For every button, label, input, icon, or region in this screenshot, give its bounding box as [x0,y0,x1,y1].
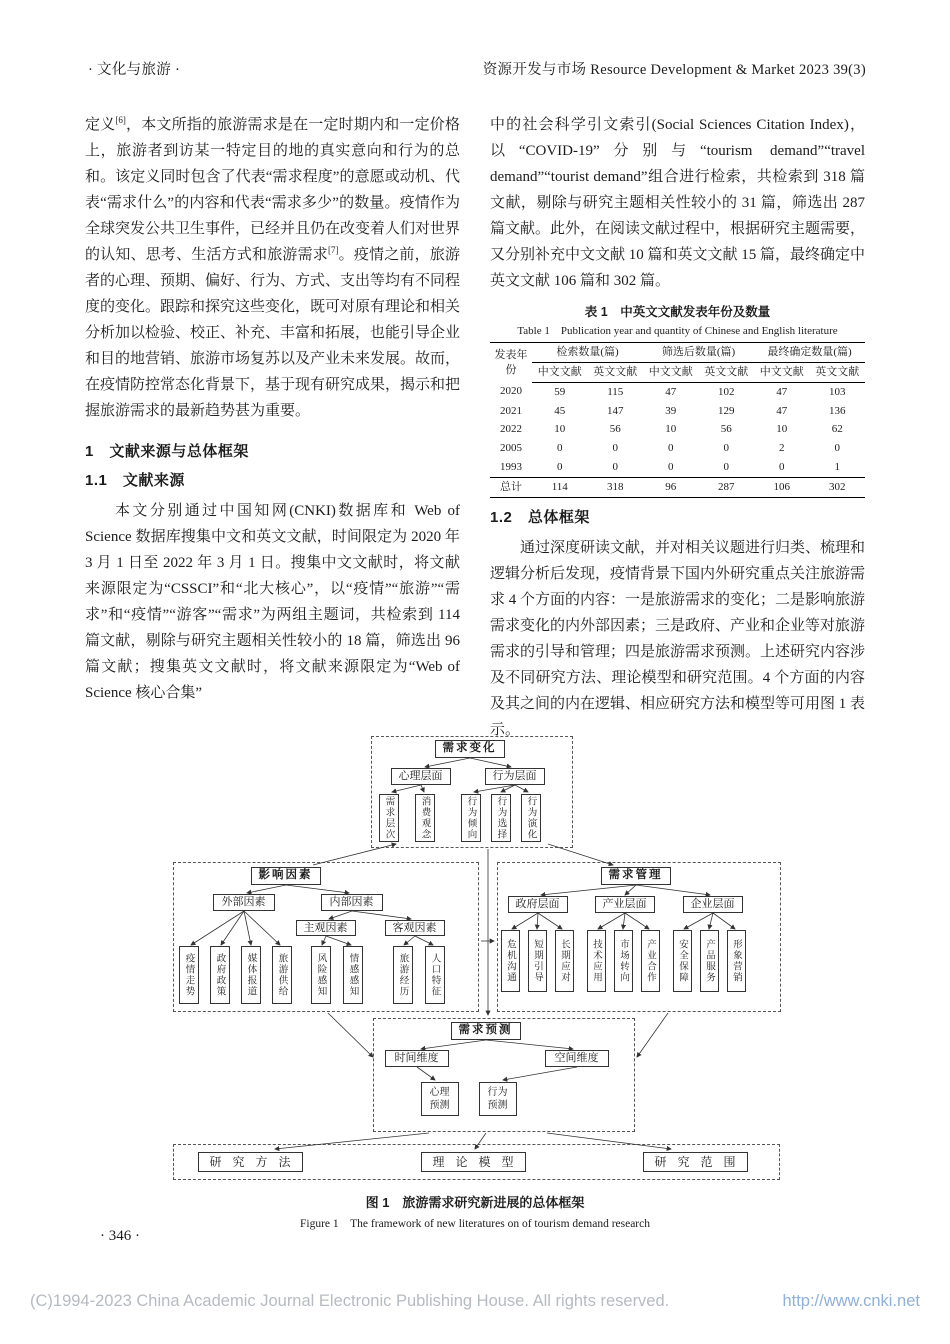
subheader-cn: 中文文献 [643,362,699,382]
table-row [490,458,865,477]
cell-value: 10 [665,423,677,436]
box-research-scope: 研究范围 [643,1152,748,1172]
column-group-final: 最终确定数量(篇) [754,343,865,363]
literature-table [490,342,865,498]
box-enterprise-level: 企业层面 [683,896,743,913]
demand-change-item: 行为倾向 [461,794,481,842]
cell-value: 302 [810,477,866,497]
cell-value: 56 [720,423,732,436]
cell-year: 2020 [500,385,522,398]
cell-value: 114 [532,477,588,497]
factor-item: 情感感知 [343,946,363,1004]
column-header-year: 发表年份 [494,348,528,376]
right-column [490,112,865,743]
box-theoretical-models: 理论模型 [421,1152,526,1172]
figure-caption-zh: 图 1 旅游需求研究新进展的总体框架 [365,1195,585,1210]
cell-year: 1993 [500,461,522,474]
table-total-row [490,477,865,497]
subheader-cn: 中文文献 [532,362,588,382]
demand-change-item: 消费观念 [415,794,435,842]
management-item: 危机沟通 [501,930,520,992]
header-section-label: · 文化与旅游 · [88,62,181,78]
text-run: 。疫情之前，旅游者的心理、预期、偏好、行为、方式、支出等均有不同程度的变化。跟踪和探究这些变化，既可对原有理论和相关分析加以检验、校正、补充、丰富和拓展，也能引导企业和目的地营销、旅游市场复苏以及产业未来发展。故而，在疫情防控常态化背景下，基于现有研究成果，揭示和把握旅游需求的最新趋势甚为重要。 [85,247,461,419]
cell-value: 106 [754,477,810,497]
cell-value: 0 [723,442,729,455]
management-item: 形象营销 [727,930,746,992]
paragraph-ssci: 中的社会科学引文索引(Social Sciences Citation Index)，以“COVID-19”分别与“tourism demand”“travel demand”“tourist demand”组合进行检索，共检索到 318 篇文献，剔除与研究主题相关性较小的 31 篇，筛选出 287 篇文献。此外，在阅读文献过程中，根据研究主题需要，又分别补充中文文献 10 篇和英文文献 15 篇，最终确定中英文文献 106 篇和 302 篇。 [490,117,866,289]
box-behavior-forecast: 行为预测 [479,1082,517,1116]
cell-value: 47 [665,385,677,398]
factor-item: 旅游供给 [272,946,292,1004]
box-demand-forecast: 需求预测 [451,1022,521,1040]
left-column [85,112,460,743]
demand-change-item: 需求层次 [379,794,399,842]
cell-value: 2 [779,442,785,455]
management-item: 产品服务 [700,930,719,992]
cell-value: 45 [554,404,566,417]
factor-item: 媒体报道 [241,946,261,1004]
cell-value: 102 [718,385,735,398]
cell-value: 0 [668,461,674,474]
box-internal-factors: 内部因素 [321,894,383,911]
subsection-heading-1-1: 1.1 文献来源 [85,472,185,489]
box-industry-level: 产业层面 [595,896,655,913]
table-caption-en: Table 1 Publication year and quantity of Chinese and English literature [517,325,838,337]
page-number: · 346 · [100,1228,140,1244]
paragraph-definition [85,112,460,424]
factor-item: 政府政策 [210,946,230,1004]
figure-caption-en: Figure 1 The framework of new literatures on of tourism demand research [300,1218,650,1230]
table-row [490,402,865,421]
box-objective-factors: 客观因素 [385,920,445,936]
box-government-level: 政府层面 [508,896,568,913]
page-header [88,58,866,79]
subsection-heading-1-2: 1.2 总体框架 [490,508,590,526]
cell-value: 96 [643,477,699,497]
box-space-dimension: 空间维度 [545,1050,609,1067]
paragraph-framework: 通过深度研读文献，并对相关议题进行归类、梳理和逻辑分析后发现，疫情背景下国内外研究重点关注旅游需求 4 个方面的内容：一是旅游需求的变化；二是影响旅游需求变化的内外部因素；三是政府、产业和企业等对旅游需求的引导和管理；四是旅游需求预测。上述研究内容涉及不同研究方法、理论模型和研究范围。4 个方面的内容及其之间的内在逻辑、相应研究方法和模型等可用图 1 表示。 [490,539,866,738]
box-behavior-level: 行为层面 [485,768,545,785]
cell-value: 0 [612,461,618,474]
factor-item: 旅游经历 [393,946,413,1004]
table-row [490,439,865,458]
factor-item: 风险感知 [311,946,331,1004]
subheader-cn: 中文文献 [754,362,810,382]
table-caption-zh: 表 1 中英文文献发表年份及数量 [584,305,771,319]
cell-value: 0 [668,442,674,455]
cell-year: 总计 [490,477,532,497]
cell-year: 2021 [500,404,522,417]
cell-value: 318 [588,477,644,497]
framework-diagram [163,736,788,1184]
cell-year: 2005 [500,442,522,455]
header-journal-label: 资源开发与市场 Resource Development & Market 2023 39(3) [482,62,866,78]
factor-item: 疫情走势 [179,946,199,1004]
citation-ref-7: [7] [327,245,339,255]
cell-value: 47 [776,385,788,398]
box-demand-management: 需求管理 [601,867,671,885]
box-external-factors: 外部因素 [213,894,275,911]
cell-year: 2022 [500,423,522,436]
box-psych-level: 心理层面 [391,768,451,785]
box-time-dimension: 时间维度 [385,1050,449,1067]
cell-value: 115 [607,385,624,398]
subheader-en: 英文文献 [810,362,866,382]
cell-value: 0 [557,461,563,474]
cell-value: 0 [779,461,785,474]
cell-value: 0 [612,442,618,455]
text-run: ，本文所指的旅游需求是在一定时期内和一定价格上，旅游者到访某一特定目的地的真实意向和行为的总和。该定义同时包含了代表“需求程度”的意愿或动机、代表“需求什么”的内容和代表“需求多少”的数量。疫情作为全球突发公共卫生事件，已经并且仍在改变着人们对世界的认知、思考、生活方式和旅游需求 [85,117,461,263]
box-psych-forecast: 心理预测 [421,1082,459,1116]
subheader-en: 英文文献 [699,362,755,382]
cell-value: 47 [776,404,788,417]
paragraph-sources: 本文分别通过中国知网(CNKI)数据库和 Web of Science 数据库搜集中文和英文文献，时间限定为 2020 年 3 月 1 日至 2022 年 3 月 1 日。搜集中文文献时，将文献来源限定为“CSSCI”和“北大核心”，以“疫情”“旅游”“需求”和“疫情”“游客”“需求”为两组主题词，共检索到 114 篇文献，剔除与研究主题相关性较小的 18 篇，筛选出 96 篇文献；搜集英文文献时，将文献来源限定为“Web of Science 核心合集” [85,503,460,701]
section-heading-1: 1 文献来源与总体框架 [85,443,249,460]
subheader-en: 英文文献 [588,362,644,382]
management-item: 短期引导 [528,930,547,992]
box-influencing-factors: 影响因素 [251,867,321,885]
cell-value: 56 [609,423,621,436]
page-footer [30,1292,920,1311]
citation-ref-6: [6] [115,115,126,125]
figure-1 [0,736,950,1231]
demand-change-item: 行为选择 [491,794,511,842]
table-row [490,420,865,439]
management-item: 市场转向 [614,930,633,992]
cell-value: 103 [829,385,846,398]
text-run: 定义 [85,117,116,133]
cell-value: 62 [831,423,843,436]
cell-value: 10 [776,423,788,436]
cell-value: 0 [723,461,729,474]
cell-value: 0 [834,442,840,455]
column-group-screened: 筛选后数量(篇) [643,343,754,363]
management-item: 长期应对 [555,930,574,992]
box-subjective-factors: 主观因素 [296,920,356,936]
management-item: 技术应用 [587,930,606,992]
management-item: 产业合作 [641,930,660,992]
cell-value: 1 [834,461,840,474]
body-columns [85,112,865,743]
table-subheader-row [490,362,865,382]
cell-value: 10 [554,423,566,436]
cell-value: 129 [718,404,735,417]
column-group-retrieved: 检索数量(篇) [532,343,643,363]
cell-value: 0 [557,442,563,455]
cell-value: 39 [665,404,677,417]
box-research-methods: 研究方法 [198,1152,303,1172]
factor-item: 人口特征 [425,946,445,1004]
footer-copyright: (C)1994-2023 China Academic Journal Electronic Publishing House. All rights reserved. [30,1292,670,1310]
cell-value: 147 [607,404,624,417]
demand-change-item: 行为演化 [521,794,541,842]
cell-value: 59 [554,385,566,398]
box-demand-change: 需求变化 [435,740,505,758]
table-row [490,382,865,401]
cell-value: 287 [699,477,755,497]
cell-value: 136 [829,404,846,417]
management-item: 安全保障 [673,930,692,992]
footer-url-link[interactable]: http://www.cnki.net [782,1292,920,1310]
table-header-row [490,343,865,363]
